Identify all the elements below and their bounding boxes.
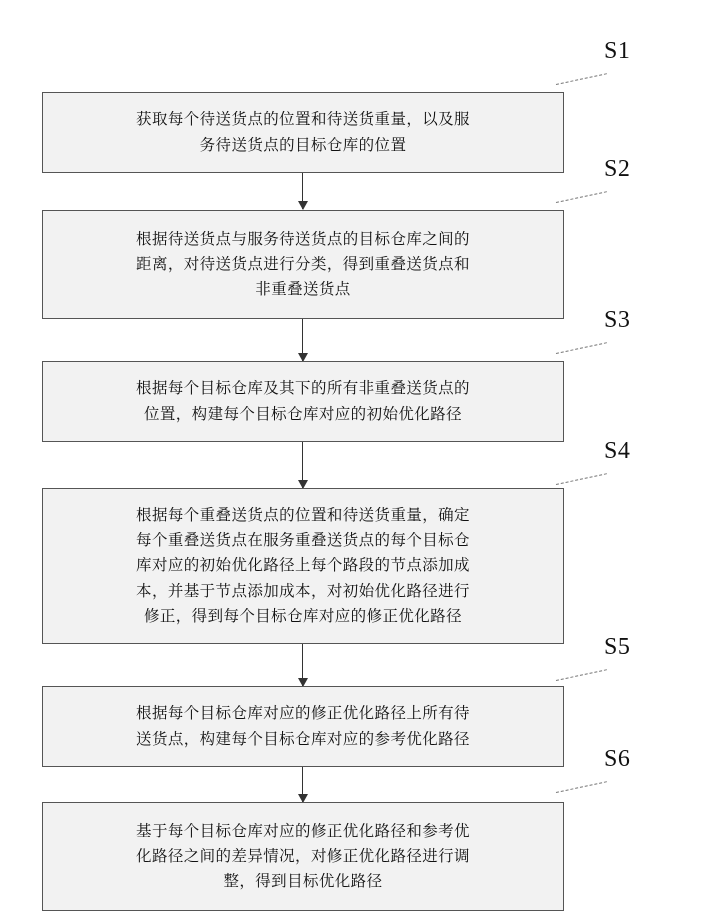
flow-step-s1[interactable] [42, 92, 564, 173]
leader-line-s2 [556, 191, 607, 203]
connector-s5-s6 [302, 767, 303, 802]
flow-step-s4[interactable] [42, 488, 564, 644]
step-label-s3: S3 [604, 307, 631, 333]
leader-line-s6 [556, 781, 607, 793]
leader-line-s4 [556, 473, 607, 485]
flow-step-s6[interactable] [42, 802, 564, 911]
connector-s4-s5 [302, 644, 303, 686]
flow-step-s6-text: 基于每个目标仓库对应的修正优化路径和参考优 化路径之间的差异情况，对修正优化路径进行调 整，得到目标优化路径 [136, 821, 470, 891]
flow-step-s3-text: 根据每个目标仓库及其下的所有非重叠送货点的 位置，构建每个目标仓库对应的初始优化路径 [136, 379, 470, 423]
leader-line-s3 [556, 342, 607, 354]
flow-step-s4-text: 根据每个重叠送货点的位置和待送货重量，确定 每个重叠送货点在服务重叠送货点的每个目标仓 库对应的初始优化路径上每个路段的节点添加成 本，并基于节点添加成本，对初始优化路径进行 修正，得到每个目标仓库对应的修正优化路径 [136, 506, 470, 625]
connector-s1-s2 [302, 173, 303, 209]
step-label-s2: S2 [604, 156, 631, 182]
step-label-s1: S1 [604, 38, 631, 64]
flow-step-s5-text: 根据每个目标仓库对应的修正优化路径上所有待 送货点，构建每个目标仓库对应的参考优化路径 [136, 704, 470, 748]
connector-s2-s3 [302, 319, 303, 361]
connector-s3-s4 [302, 442, 303, 488]
leader-line-s1 [556, 73, 607, 85]
flow-step-s2[interactable] [42, 210, 564, 319]
step-label-s6: S6 [604, 746, 631, 772]
flow-step-s5[interactable] [42, 686, 564, 767]
flow-step-s1-text: 获取每个待送货点的位置和待送货重量，以及服 务待送货点的目标仓库的位置 [136, 110, 470, 154]
step-label-s4: S4 [604, 438, 631, 464]
leader-line-s5 [556, 669, 607, 681]
flow-step-s2-text: 根据待送货点与服务待送货点的目标仓库之间的 距离，对待送货点进行分类，得到重叠送货点和 非重叠送货点 [136, 229, 470, 299]
flow-step-s3[interactable] [42, 361, 564, 442]
step-label-s5: S5 [604, 634, 631, 660]
